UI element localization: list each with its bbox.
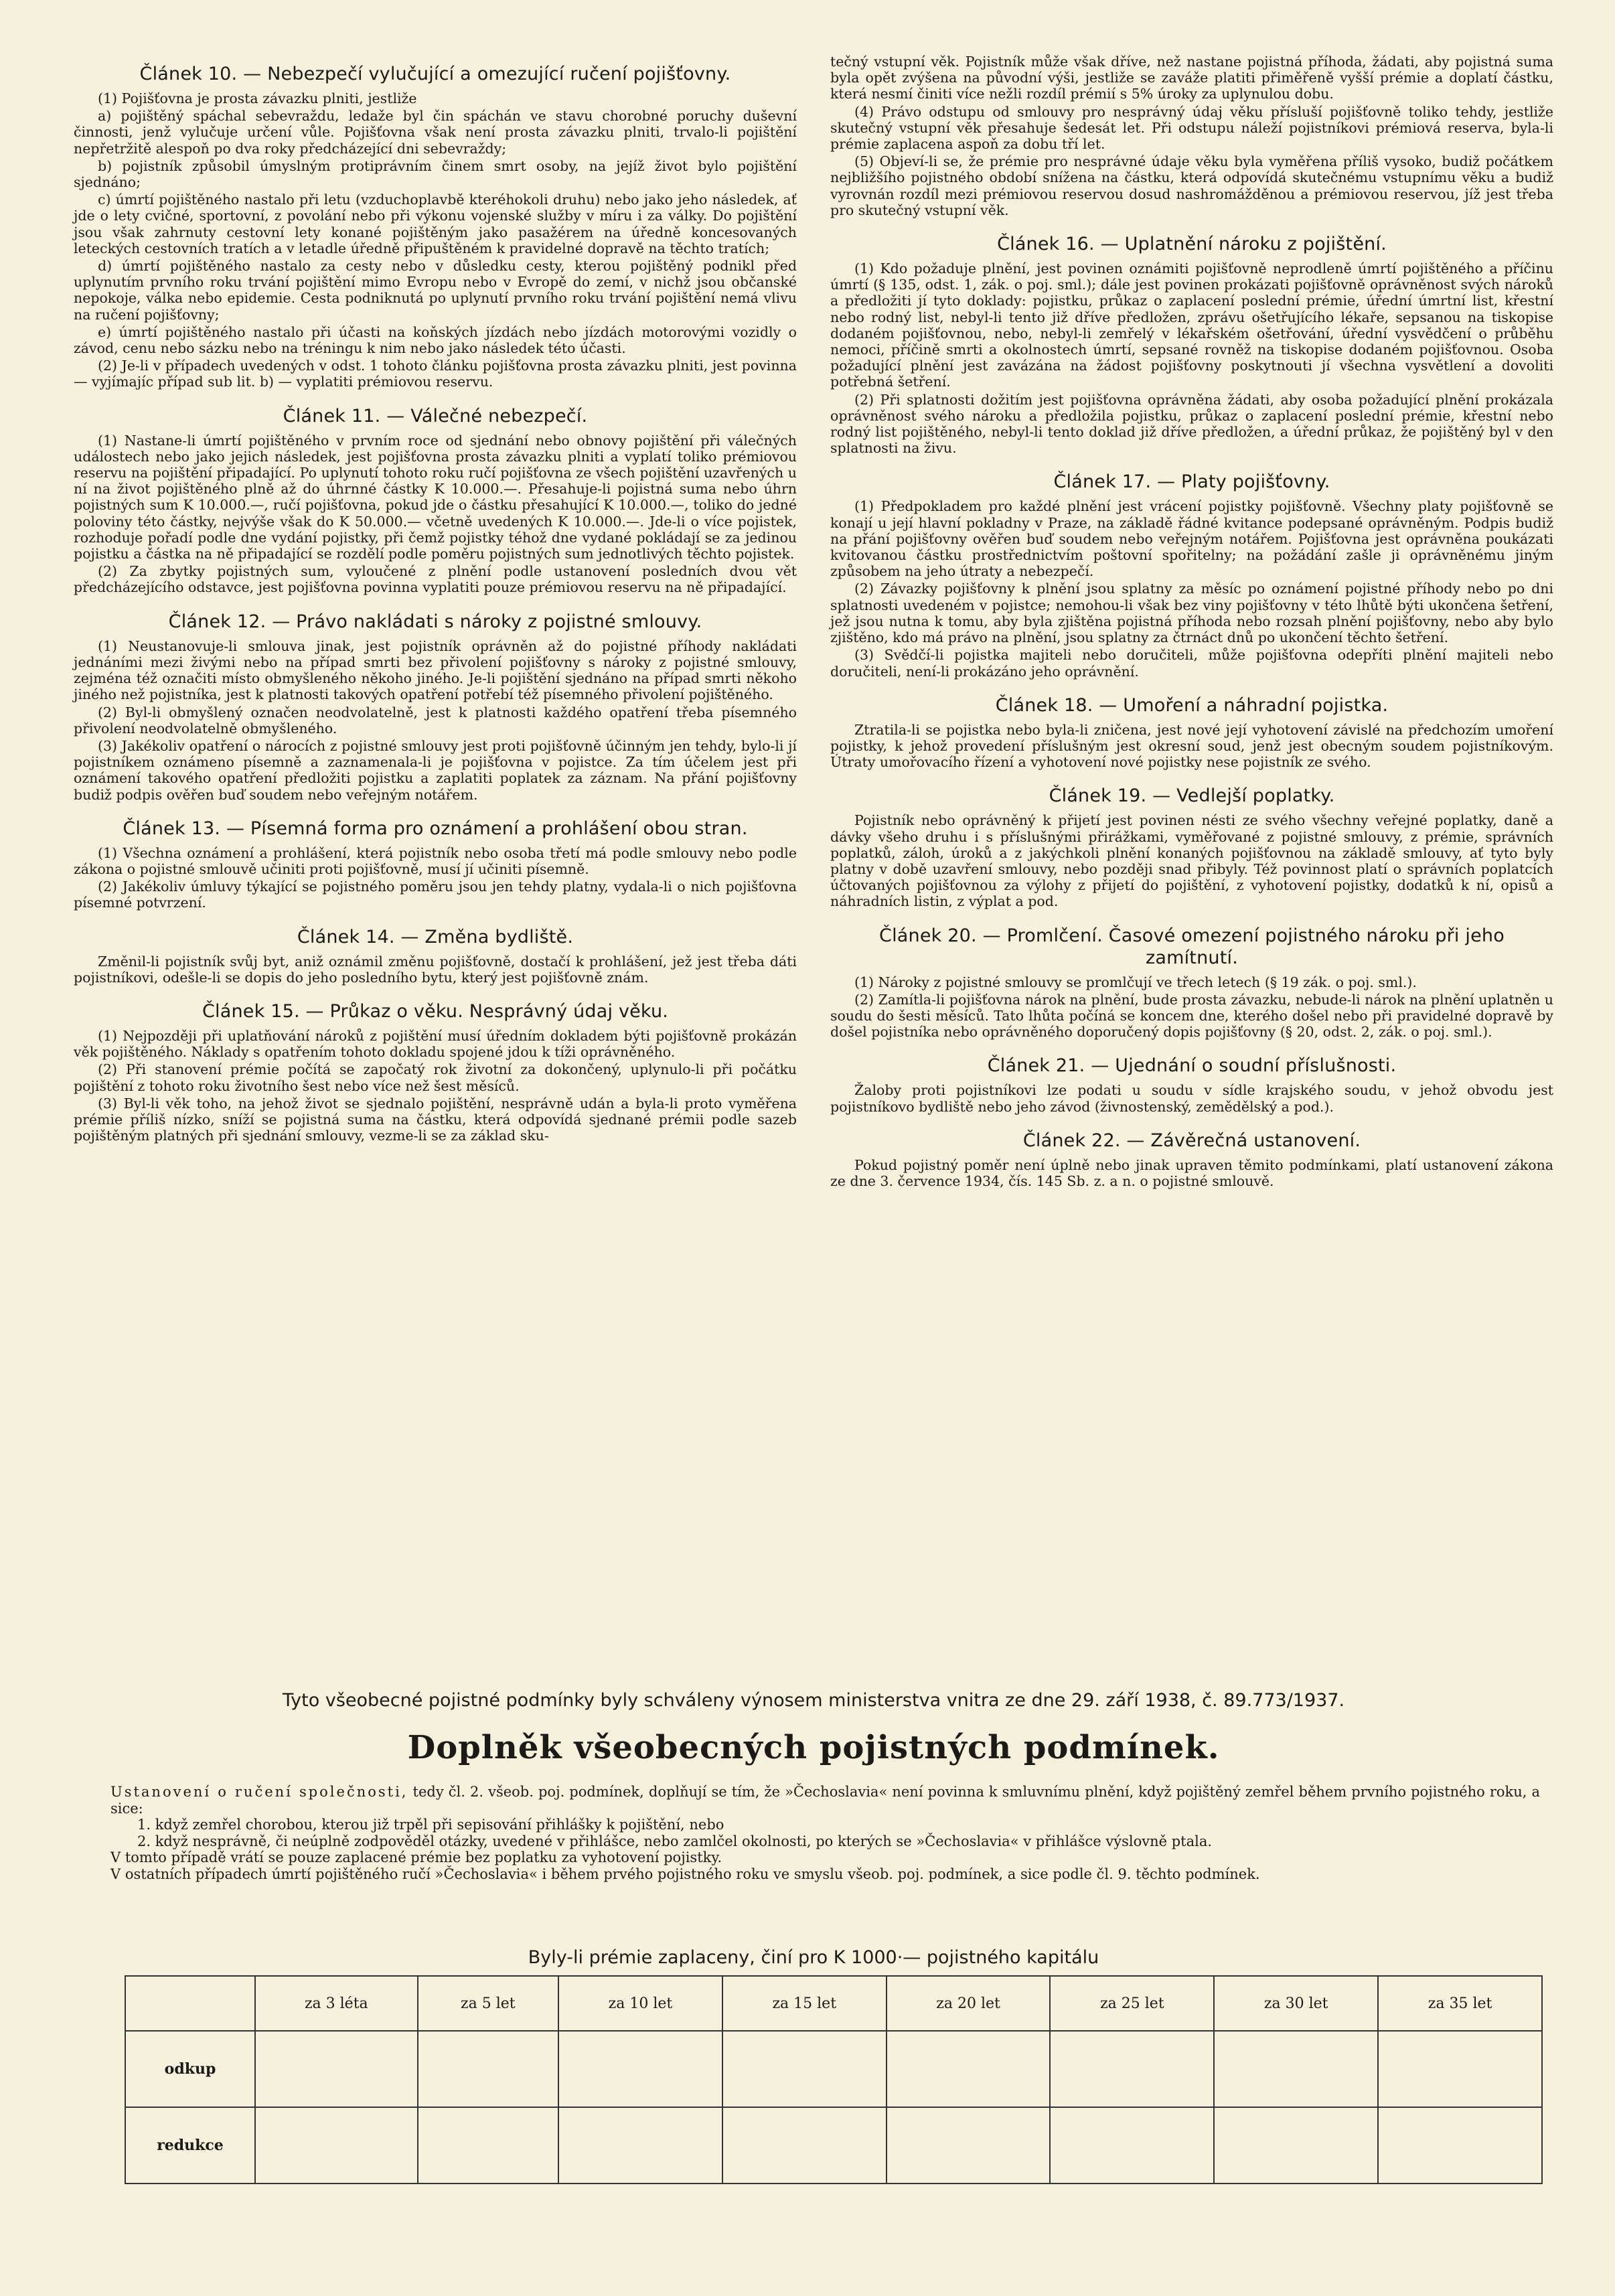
article-heading: Článek 13. — Písemná forma pro oznámení a prohlášení obou stran. [123, 818, 748, 839]
table-cell [1378, 2031, 1542, 2107]
right-column [830, 54, 1553, 1191]
table-cell [722, 2031, 887, 2107]
paragraph: (1) Pojišťovna je prosta závazku plniti, jestliže [98, 90, 417, 106]
surrender-table [125, 1975, 1543, 2184]
paragraph: tečný vstupní věk. Pojistník může však dříve, než nastane pojistná příhoda, žádati, aby pojistná suma byla opět zvýšena na původní výši, jestliže se zaváže platiti přiměřeně vyšší prémie a doplatí částku, která nesmí činiti více nežli rozdíl prémií s 5% úroky za uplynulou dobu. [830, 54, 1553, 102]
table-header-cell: za 3 léta [255, 1976, 418, 2031]
table-cell [558, 2107, 722, 2184]
table-cell [418, 2031, 558, 2107]
supplement-line-4: V ostatních případech úmrtí pojištěného ručí »Čechoslavia« i během prvého pojistného roku ve smyslu všeob. poj. podmínek, a sice podle čl. 9. těchto podmínek. [110, 1865, 1260, 1882]
left-column [74, 54, 797, 1191]
table-header-cell: za 30 let [1214, 1976, 1378, 2031]
paragraph: a) pojištěný spáchal sebevraždu, ledaže byl čin spáchán ve stavu chorobné poruchy duševní činnosti, jenž vylučuje určení vůle. Pojišťovna však není prosta závazku plniti, trvalo-li pojištění nepřetržitě alespoň po dva roky předcházející dni sebevraždy; [74, 108, 797, 157]
table-cell [1050, 2107, 1214, 2184]
table-title: Byly-li prémie zaplaceny, činí pro K 1000·— pojistného kapitálu [528, 1947, 1099, 1968]
supplement-item-1: 1. když zemřel chorobou, kterou již trpěl při sepisování přihlášky k pojištění, nebo [137, 1817, 724, 1833]
supplement-line-3: V tomto případě vrátí se pouze zaplacené prémie bez poplatku za vyhotovení pojistky. [110, 1849, 722, 1865]
article-heading: Článek 16. — Uplatnění nároku z pojištění. [997, 234, 1387, 255]
table-row-odkup [125, 2031, 1542, 2107]
supplement-intro-spaced: Ustanovení o ručení společnosti, [110, 1784, 408, 1800]
paragraph: (3) Svědčí-li pojistka majiteli nebo doručiteli, může pojišťovna odepříti plnění majiteli nebo doručiteli, není-li prokázáno jeho oprávnění. [830, 647, 1553, 680]
paragraph: (3) Jakékoliv opatření o nárocích z pojistné smlouvy jest proti pojišťovně účinným jen tehdy, bylo-li jí pojistníkem oznámeno písemně a zaznamenala-li je pojišťovna v pojistce. Za tím účelem jest při oznámení takového opatření předložiti pojistku a zaplatiti poplatek za záznam. Na přání pojišťovny budiž podpis ověřen buď soudem nebo veřejným notářem. [74, 737, 797, 803]
table-cell [887, 2031, 1051, 2107]
table-header-cell: za 35 let [1378, 1976, 1542, 2031]
paragraph: (2) Závazky pojišťovny k plnění jsou splatny za měsíc po oznámení pojistné příhody nebo po dni splatnosti uvedeném v pojistce; nemohou-li však bez viny pojišťovny v této lhůtě býti ukončena šetření, jež jsou nutna k tomu, aby byla zjištěna pojistná příhoda nebo rozsah plnění pojišťovny, nebo aby bylo zjištěno, kdo má právo na plnění, jsou splatny za čtrnáct dnů po ukončení těchto šetření. [830, 581, 1553, 646]
table-header-cell: za 25 let [1050, 1976, 1214, 2031]
paragraph: (4) Právo odstupu od smlouvy pro nesprávný údaj věku přísluší pojišťovně toliko tehdy, jestliže skutečný vstupní věk přesahuje šedesát let. Při odstupu náleží pojistníkovi prémiová reserva, byla-li prémie zaplacena aspoň za dobu tří let. [830, 103, 1553, 153]
table-header-cell: za 15 let [722, 1976, 887, 2031]
article-heading: Článek 21. — Ujednání o soudní příslušnosti. [987, 1055, 1397, 1077]
table-cell [1050, 2031, 1214, 2107]
paragraph: (2) Jakékoliv úmluvy týkající se pojistného poměru jsou jen tehdy platny, vydala-li o nich pojišťovna písemné potvrzení. [74, 878, 797, 911]
supplement-intro [110, 1784, 1540, 1817]
paragraph: (1) Kdo požaduje plnění, jest povinen oznámiti pojišťovně neprodleně úmrtí pojištěného a příčinu úmrtí (§ 135, odst. 1, zák. o poj. sml.); dále jest povinen prokázati pojišťovně oprávněnost svých nároků a předložiti jí tyto doklady: pojistku, průkaz o zaplacení poslední prémie, úřední úmrtní list, křestní nebo rodný list, nebyl-li tento již dříve předložen, zprávu ošetřujícího lékaře, sepsanou na tiskopise dodaném pojišťovnou, nebo, nebyl-li zemřelý v lékařském ošetřování, úřední vysvědčení o průběhu nemoci, příčině smrti a okolnostech úmrtí, sepsané rovněž na tiskopise dodaném pojišťovnou. Osoba požadující plnění jest zavázána na žádost pojišťovny poskytnouti jí všechna vysvětlení a dovoliti potřebná šetření. [830, 260, 1553, 390]
paragraph: (1) Všechna oznámení a prohlášení, která pojistník nebo osoba třetí má podle smlouvy nebo podle zákona o pojistné smlouvě učiniti proti pojišťovně, musí jí učiniti písemně. [74, 844, 797, 877]
two-column-body [74, 54, 1553, 1191]
table-cell [255, 2031, 418, 2107]
table-cell [558, 2031, 722, 2107]
table-row-label: redukce [125, 2107, 255, 2184]
paragraph: Pokud pojistný poměr není úplně nebo jinak upraven těmito podmínkami, platí ustanovení zákona ze dne 3. července 1934, čís. 145 Sb. z. a n. o pojistné smlouvě. [830, 1156, 1553, 1189]
paragraph: d) úmrtí pojištěného nastalo za cesty nebo v důsledku cesty, kterou pojištěný podnikl před uplynutím prvního roku trvání pojištění mimo Evropu nebo v Evropě do zemí, v nichž jsou občanské nepokoje, válka nebo epidemie. Cesta podniknutá po uplynutí prvního roku trvání pojištění nemá vlivu na ručení pojišťovny; [74, 258, 797, 323]
paragraph: Pojistník nebo oprávněný k přijetí jest povinen nésti ze svého všechny veřejné poplatky, daně a dávky všeho druhu i s příslušnými přirážkami, vyměřované z pojistné smlouvy, z prémie, správních poplatků, záloh, úroků a z jakýchkoli plnění konaných pojišťovnou na základě smlouvy, ať tyto byly platny v době uzavření smlouvy, nebo později snad přibyly. Též povinnost platí o správních poplatcích účtovaných pojišťovnou za výlohy z přijetí do pojištění, z vyhotovení pojistky, dodatků k ní, opisů a náhradních listin, z výplat a pod. [830, 812, 1553, 910]
paragraph: (1) Neustanovuje-li smlouva jinak, jest pojistník oprávněn až do pojistné příhody nakládati jednáními mezi živými nebo na případ smrti bez přivolení pojišťovny s nároky z pojistné smlouvy, zejména též označiti místo obmyšleného někoho jiného. Je-li pojištění sjednáno na případ smrti někoho jiného než pojistníka, jest k platnosti takových opatření potřebí též písemného přivolení pojištěného. [74, 637, 797, 703]
supplement-body [110, 1784, 1540, 1882]
table-cell [255, 2107, 418, 2184]
paragraph: Změnil-li pojistník svůj byt, aniž oznámil změnu pojišťovně, dostačí k prohlášení, jež jest třeba dáti pojistníkovi, odešle-li se dopis do jeho posledního bytu, který jest pojišťovně znám. [74, 953, 797, 986]
article-heading: Článek 10. — Nebezpečí vylučující a omezující ručení pojišťovny. [139, 64, 731, 84]
table-cell [722, 2107, 887, 2184]
table-header-cell: za 20 let [887, 1976, 1051, 2031]
table-header-cell: za 5 let [418, 1976, 558, 2031]
table-row-label: odkup [125, 2031, 255, 2107]
paragraph: Ztratila-li se pojistka nebo byla-li zničena, jest nové její vyhotovení závislé na předchozím umoření pojistky, k jehož provedení příslušným jest okresní soud, jenž jest obecným soudem pojistníkovým. Útraty umořovacího řízení a vyhotovení nové pojistky nese pojistník ze svého. [830, 721, 1553, 771]
paragraph: (1) Předpokladem pro každé plnění jest vrácení pojistky pojišťovně. Všechny platy pojišťovně se konají u její hlavní pokladny v Praze, na základě řádné kvitance podepsané oprávněným. Podpis budiž na přání pojišťovny ověřen buď soudem nebo veřejným notářem. Pojišťovna jest oprávněna poukázati kvitovanou částku prostřednictvím poštovní spořitelny; na požádání zašle ji oprávněnému jiným způsobem na jeho útraty a nebezpečí. [830, 498, 1553, 580]
paragraph: (2) Při splatnosti dožitím jest pojišťovna oprávněna žádati, aby osoba požadující plnění prokázala oprávněnost svého nároku a předložila pojistku, průkaz o zaplacení poslední prémie, křestní nebo rodný list pojištěného, nebyl-li tento doklad již dříve předložen, a úřední průkaz, že pojištěný byl v den splatnosti na živu. [830, 391, 1553, 457]
paragraph: (1) Nároky z pojistné smlouvy se promlčují ve třech letech (§ 19 zák. o poj. sml.). [854, 974, 1417, 990]
table-cell [1378, 2107, 1542, 2184]
table-header-row [125, 1976, 1542, 2031]
article-heading: Článek 19. — Vedlejší poplatky. [1049, 785, 1335, 807]
article-heading: Článek 12. — Právo nakládati s nároky z pojistné smlouvy. [168, 611, 702, 632]
paragraph: (2) Při stanovení prémie počítá se započatý rok životní za dokončený, uplynulo-li při počátku pojištění z tohoto roku životního šest nebo více než šest měsíců. [74, 1061, 797, 1094]
paragraph: (2) Byl-li obmyšlený označen neodvolatelně, jest k platnosti každého opatření třeba písemného přivolení neodvolatelně obmyšleného. [74, 704, 797, 737]
paragraph: (1) Nastane-li úmrtí pojištěného v prvním roce od sjednání nebo obnovy pojištění při válečných událostech nebo jako jejich následek, jest pojišťovna prosta závazku plniti a vyplatí toliko prémiovou reservu na pojištění připadající. Po uplynutí tohoto roku ručí pojišťovna ze všech pojištění uzavřených u ní na život pojištěného plně až do úhrnné částky K 10.000.—. Přesahuje-li pojistná suma nebo úhrn pojistných sum K 10.000.—, ručí pojišťovna, pokud jde o částku přesahující K 10.000.—, toliko do jedné poloviny této částky, nejvýše však do K 50.000.— včetně uvedených K 10.000.—. Jde-li o více pojistek, rozhoduje pořadí podle dne vydání pojistky, při čemž pojistky téhož dne vydané pokládají se za jedinou pojistku a částka na ně připadající se rozdělí podle poměru pojistných sum jednotlivých těchto pojistek. [74, 432, 797, 562]
table-cell [418, 2107, 558, 2184]
paragraph: (2) Za zbytky pojistných sum, vyloučené z plnění podle ustanovení posledních dvou vět předcházejícího odstavce, jest pojišťovna povinna vyplatiti pouze prémiovou reservu na ně připadající. [74, 563, 797, 596]
supplement-item-2: 2. když nesprávně, či neúplně zodpověděl otázky, uvedené v přihlášce, nebo zamlčel okolnosti, po kterých se »Čechoslavia« v přihlášce výslovně ptala. [137, 1833, 1213, 1849]
paragraph: b) pojistník způsobil úmyslným protiprávním činem smrt osoby, na jejíž život bylo pojištění sjednáno; [74, 157, 797, 191]
supplement-intro-rest: tedy čl. 2. všeob. poj. podmínek, doplňují se tím, že »Čechoslavia« není povinna k smluvnímu plnění, když pojištěný zemřel během prvního pojistného roku, a sice: [110, 1784, 1540, 1817]
article-heading: Článek 15. — Průkaz o věku. Nesprávný údaj věku. [202, 1000, 669, 1022]
approval-note: Tyto všeobecné pojistné podmínky byly schváleny výnosem ministerstva vnitra ze dne 29. září 1938, č. 89.773/1937. [282, 1690, 1345, 1711]
paragraph: (2) Zamítla-li pojišťovna nárok na plnění, bude prosta závazku, nebude-li nárok na plnění uplatněn u soudu do šesti měsíců. Tato lhůta počíná se koncem dne, kterého došel nebo při pravidelné dopravě by došel pojistníka nebo oprávněného doporučený dopis pojišťovny (§ 20, odst. 2, zák. o poj. sml.). [830, 991, 1553, 1041]
supplement-title: Doplněk všeobecných pojistných podmínek. [407, 1729, 1220, 1766]
paragraph: c) úmrtí pojištěného nastalo při letu (vzduchoplavbě kteréhokoli druhu) nebo jako jeho následek, ať jde o lety cvičné, sportovní, z povolání nebo při výkonu vojenské služby v míru i za války. Do pojištění jsou však zahrnuty cestovní lety konané pojištěným jako pasažérem na úředně koncesovaných leteckých cestovních tratích a v letadle úředně připuštěném k pravidelné dopravě na těchto tratích; [74, 192, 797, 256]
table-cell [1214, 2107, 1378, 2184]
article-heading: Článek 20. — Promlčení. Časové omezení pojistného nároku při jeho zamítnutí. [879, 925, 1505, 968]
table-header-cell: za 10 let [558, 1976, 722, 2031]
paragraph: (3) Byl-li věk toho, na jehož život se sjednalo pojištění, nesprávně udán a byla-li proto vyměřena prémie příliš nízko, sníží se pojistná suma na částku, která odpovídá sjednané prémii podle sazeb pojištěným platných při sjednání smlouvy, vezme-li se za základ sku- [74, 1095, 797, 1144]
table-corner-cell [125, 1976, 255, 2031]
article-heading: Článek 11. — Válečné nebezpečí. [283, 405, 588, 427]
article-heading: Článek 18. — Umoření a náhradní pojistka. [995, 694, 1389, 716]
paragraph: (5) Objeví-li se, že prémie pro nesprávné údaje věku byla vyměřena příliš vysoko, budiž počátkem nejbližšího pojistného období snížena na částku, která odpovídá skutečnému vstupnímu věku a budiž vyrovnán rozdíl mezi prémiovou reservou dosud nashromážděnou a prémiovou reservou, jíž jest třeba pro skutečný vstupní věk. [830, 153, 1553, 218]
paragraph: (2) Je-li v případech uvedených v odst. 1 tohoto článku pojišťovna prosta závazku plniti, jest povinna — vyjímajíc případ sub lit. b) — vyplatiti prémiovou reservu. [74, 358, 797, 390]
table-cell [1214, 2031, 1378, 2107]
paragraph: (1) Nejpozději při uplatňování nároků z pojištění musí úředním dokladem býti pojišťovně prokázán věk pojištěného. Náklady s opatřením tohoto dokladu spojené jdou k tíži oprávněného. [74, 1027, 797, 1061]
article-heading: Článek 22. — Závěrečná ustanovení. [1022, 1130, 1361, 1151]
paragraph: e) úmrtí pojištěného nastalo při účasti na koňských jízdách nebo jízdách motorovými vozidly o závod, cenu nebo sázku nebo na tréningu k nim nebo jako následek této účasti. [74, 323, 797, 357]
table-row-redukce [125, 2107, 1542, 2184]
article-heading: Článek 14. — Změna bydliště. [297, 926, 574, 947]
article-heading: Článek 17. — Platy pojišťovny. [1053, 471, 1330, 493]
paragraph: Žaloby proti pojistníkovi lze podati u soudu v sídle krajského soudu, v jehož obvodu jest pojistníkovo bydliště nebo jeho závod (živnostenský, zemědělský a pod.). [830, 1082, 1553, 1115]
table-cell [887, 2107, 1051, 2184]
